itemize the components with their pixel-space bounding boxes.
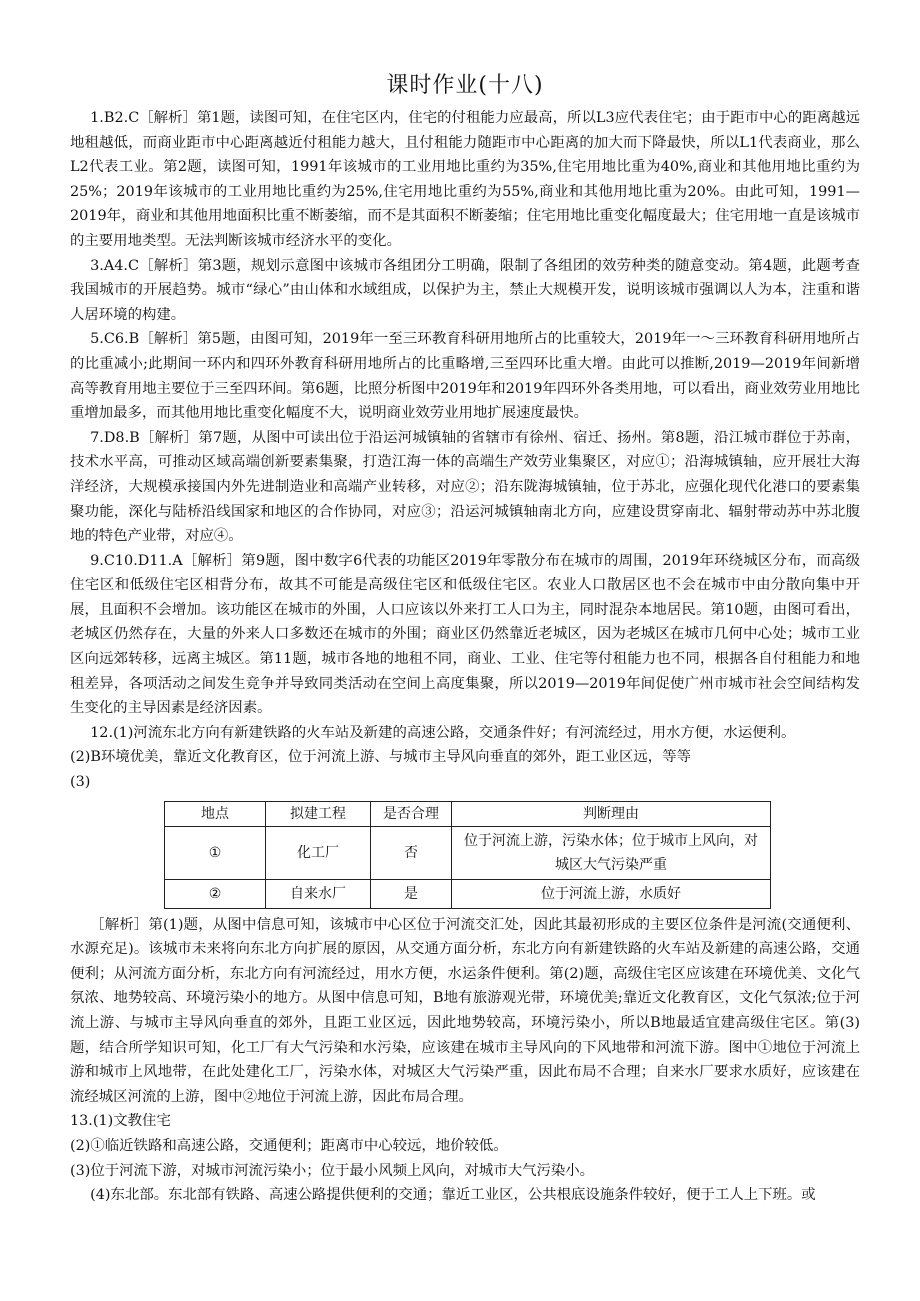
analysis-q12: ［解析］第(1)题，从图中信息可知，该城市中心区位于河流交汇处，因此其最初形成的主要区位条件是河流(交通便利、水源充足)。该城市未来将向东北方向扩展的原因，从交通方面分析，东北方向有新建铁路的火车站及新建的高速公路，交通便利；从河流方面分析，东北方向有河流经过，用水方便，水运条件便利。第(2)题，高级住宅区应该建在环境优美、文化气氛浓、地势较高、环境污染小的地方。从图中信息可知，B地有旅游观光带，环境优美;靠近文化教育区，文化气氛浓;位于河流上游、与城市主导风向垂直的郊外，且距工业区远，因此地势较高，环境污染小，所以B地最适宜建高级住宅区。第(3)题，结合所学知识可知，化工厂有大气污染和水污染，应该建在城市主导风向的下风地带和河流下游。图中①地位于河流上游和城市上风地带，在此处建化工厂，污染水体，对城区大气污染严重，因此布局不合理；自来水厂要求水质好，应该建在流经城区河流的上游，图中②地位于河流上游，因此布局合理。: [70, 916, 860, 1105]
table-cell-reasonable: 否: [371, 826, 452, 879]
table-row: [165, 826, 771, 879]
table-header: 地点: [165, 801, 266, 826]
answer-q5-6: 5.C6.B［解析］第5题，由图可知，2019年一至三环教育科研用地所占的比重较大，2019年一～三环教育科研用地所占的比重减小;此期间一环内和四环外教育科研用地所占的比重略增,三至四环比重大增。由此可以推断,2019—2019年间新增高等教育用地主要位于三至四环间。第6题，比照分析图中2019年和2019年四环外各类用地，可以看出，商业效劳业用地比重增加最多，而其他用地比重变化幅度不大，说明商业效劳业用地扩展速度最快。: [70, 331, 860, 422]
answer-q13-part2: (2)①临近铁路和高速公路，交通便利；距离市中心较远，地价较低。: [70, 1137, 508, 1154]
answer-q1-2: 1.B2.C［解析］第1题，读图可知，在住宅区内，住宅的付租能力应最高，所以L3应代表住宅；由于距市中心的距离越远地租越低，而商业距市中心距离越近付租能力越大，且付租能力随距市中心距离的加大而下降最快，所以L1代表商业，那么L2代表工业。第2题，读图可知，1991年该城市的工业用地比重约为35%,住宅用地比重为40%,商业和其他用地比重约为25%；2019年该城市的工业用地比重约为25%,住宅用地比重约为55%,商业和其他用地比重为20%。由此可知，1991—2019年，商业和其他用地面积比重不断萎缩，而不是其面积不断萎缩；住宅用地比重变化幅度最大；住宅用地一直是该城市的主要用地类型。无法判断该城市经济水平的变化。: [70, 110, 860, 249]
answer-q12-part2: (2)B环境优美，靠近文化教育区，位于河流上游、与城市主导风向垂直的郊外，距工业区远，等等: [70, 749, 691, 766]
table-header-row: [165, 801, 771, 826]
table-header: 拟建工程: [266, 801, 371, 826]
answer-q3-4: 3.A4.C［解析］第3题，规划示意图中该城市各组团分工明确，限制了各组团的效劳种类的随意变动。第4题，此题考查我国城市的开展趋势。城市“绿心”由山体和水域组成，以保护为主，禁止大规模开发，说明该城市强调以人为本，注重和谐人居环境的构建。: [70, 257, 860, 323]
table-cell-reasonable: 是: [371, 879, 452, 908]
answer-q13-part1: 13.(1)文教住宅: [70, 1113, 171, 1130]
table-cell-location: ①: [165, 826, 266, 879]
table-header: 是否合理: [371, 801, 452, 826]
table-row: [165, 879, 771, 908]
page-title: 课时作业(十八): [386, 73, 544, 98]
answer-q13-part3: (3)位于河流下游，对城市河流污染小；位于最小风频上风向，对城市大气污染小。: [70, 1162, 595, 1179]
table-cell-reason: 位于河流上游，水质好: [452, 879, 771, 908]
table-cell-location: ②: [165, 879, 266, 908]
answer-table: [164, 801, 771, 909]
answer-q12-part1: 12.(1)河流东北方向有新建铁路的火车站及新建的高速公路，交通条件好；有河流经过，用水方便，水运便利。: [90, 724, 796, 741]
answer-q7-8: 7.D8.B［解析］第7题，从图中可读出位于沿运河城镇轴的省辖市有徐州、宿迁、扬州。第8题，沿江城市群位于苏南，技术水平高，可推动区域高端创新要素集聚，打造江海一体的高端生产效劳业集聚区，对应①；沿海城镇轴，应开展壮大海洋经济，大规模承接国内外先进制造业和高端产业转移，对应②；沿东陇海城镇轴，位于苏北，应强化现代化港口的要素集聚功能，深化与陆桥沿线国家和地区的合作协同，对应③；沿运河城镇轴南北方向，应建设贯穿南北、辐射带动苏中苏北腹地的特色产业带，对应④。: [70, 429, 860, 545]
document-page: [70, 70, 860, 1208]
table-cell-reason: 位于河流上游，污染水体；位于城市上风向，对城区大气污染严重: [452, 826, 771, 879]
answer-q13-part4: (4)东北部。东北部有铁路、高速公路提供便利的交通；靠近工业区，公共根底设施条件较好，便于工人上下班。或: [90, 1187, 816, 1204]
answer-q12-part3-label: (3): [70, 774, 91, 791]
answer-q9-11: 9.C10.D11.A［解析］第9题，图中数字6代表的功能区2019年零散分布在城市的周围，2019年环绕城区分布，而高级住宅区和低级住宅区相背分布，故其不可能是高级住宅区和低级住宅区。农业人口散居区也不会在城市中由分散向集中开展，且面积不会增加。该功能区在城市的外围，人口应该以外来打工人口为主，同时混杂本地居民。第10题，由图可看出，老城区仍然存在，大量的外来人口多数还在城市的外围；商业区仍然靠近老城区，因为老城区在城市几何中心处；城市工业区向远郊转移，远离主城区。第11题，城市各地的地租不同，商业、工业、住宅等付租能力也不同，根据各自付租能力和地租差异，各项活动之间发生竞争并导致同类活动在空间上高度集聚，所以2019—2019年间促使广州市城市社会空间结构发生变化的主导因素是经济因素。: [70, 552, 860, 717]
table-header: 判断理由: [452, 801, 771, 826]
table-cell-project: 自来水厂: [266, 879, 371, 908]
table-cell-project: 化工厂: [266, 826, 371, 879]
